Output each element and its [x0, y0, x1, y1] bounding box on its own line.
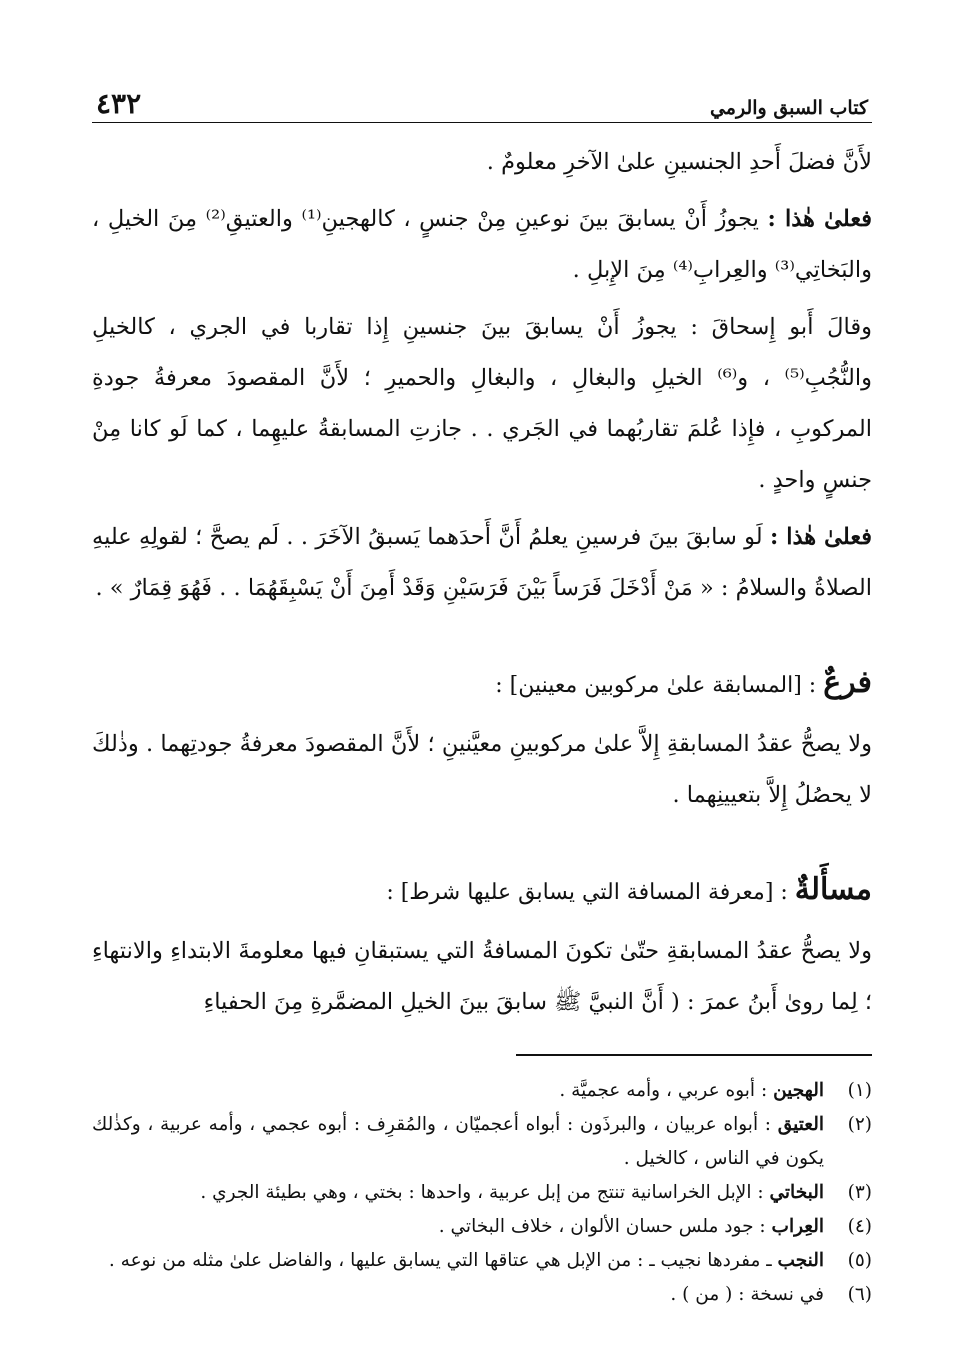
- footnote-text: : أبوه عربي ، وأمه عجميَّة .: [559, 1080, 774, 1101]
- running-title: كتاب السبق والرمي: [709, 97, 868, 119]
- footnote-text: ـ مفردها نجيب ـ : من الإبل هي عتاقها التي يسابق عليها ، والفاضل علىٰ مثله من نوعه .: [108, 1250, 778, 1271]
- main-text: [92, 137, 872, 1028]
- paragraph-4-lead: فعلىٰ هٰذا :: [769, 524, 872, 550]
- section-2-heading-text: : [معرفة المسافة التي يسابق عليها شرط] :: [386, 880, 795, 905]
- section-1-paragraph: ولا يصحُّ عقدُ المسابقةِ إِلاَّ علىٰ مركوبينِ معيَّنينِ ؛ لأَنَّ المقصودَ معرفةُ جودتِهما . وذٰلكَ لا يحصُلُ إِلاَّ بتعيينِهما .: [92, 731, 872, 808]
- footnote-number: (٤): [847, 1216, 872, 1237]
- footnote-3: [92, 1176, 872, 1210]
- section-2-paragraph: ولا يصحُّ عقدُ المسابقةِ حتّىٰ تكونَ المسافةُ التي يستبقانِ فيها معلومةَ الابتداءِ والانتهاءِ ؛ لِما روىٰ أَبنُ عمرَ : ( أَنَّ النبيَّ ﷺ سابقَ بينَ الخيلِ المضمَّرةِ مِنَ الحفياءِ: [92, 938, 872, 1015]
- footnote-number: (٢): [847, 1114, 872, 1135]
- paragraph-2-text: يجوزُ أَنْ يسابقَ بينَ نوعينِ مِنْ جنسٍ ، كالهجينِ⁽¹⁾ والعتيقِ⁽²⁾ مِنَ الخيلِ ، والبَخاتِي⁽³⁾ والعِرابِ⁽⁴⁾ مِنَ الإِبلِ .: [92, 206, 872, 283]
- section-2-heading: [92, 867, 872, 916]
- page-number: ٤٣٢: [96, 87, 142, 120]
- footnote-term: العِراب: [771, 1216, 824, 1237]
- footnote-number: (٣): [847, 1182, 872, 1203]
- paragraph-4-text: لَو سابقَ بينَ فرسينِ يعلمُ أَنَّ أَحدَهما يَسبقُ الآخَرَ . . لَم يصحَّ ؛ لقولِهِ عليهِ الصلاةُ والسلامُ : « مَنْ أَدْخَلَ فَرَساً بَيْنَ فَرَسَيْنِ وَقَدْ أَمِنَ أَنْ يَسْبِقَهُمَا . . فَهُوَ قِمَارٌ » .: [92, 524, 872, 601]
- footnote-6: [92, 1278, 872, 1312]
- section-1-heading-word: فرعٌ: [823, 665, 872, 700]
- section-2-heading-word: مسأَلةٌ: [794, 872, 872, 907]
- footnote-number: (٥): [847, 1250, 872, 1271]
- footnote-2: [92, 1108, 872, 1176]
- paragraph-4: [92, 512, 872, 614]
- footnote-separator: [516, 1054, 872, 1056]
- footnote-4: [92, 1210, 872, 1244]
- footnote-1: [92, 1074, 872, 1108]
- footnote-term: العتيق: [777, 1114, 824, 1135]
- paragraph-2: [92, 194, 872, 296]
- paragraph-2-lead: فعلىٰ هٰذا :: [767, 206, 872, 232]
- section-1-heading-text: : [المسابقة علىٰ مركوبين معينين] :: [495, 673, 824, 698]
- footnote-5: [92, 1244, 872, 1278]
- footnote-text: في نسخة : ( من ) .: [670, 1284, 824, 1305]
- footnote-term: الهجين: [773, 1080, 824, 1101]
- page-header: [92, 78, 872, 123]
- section-1-heading: [92, 660, 872, 709]
- footnote-text: : أبواه عربيان ، والبرذَون : أبواه أعجميّان ، والمُقرِف : أبوه عجمي ، وأمه عربية ، وكذٰلك يكون في الناس ، كالخيل .: [92, 1114, 824, 1169]
- footnote-text: : الإبل الخراسانية تنتج من إبل عربية ، واحدها : بختي ، وهي بطيئة الجري .: [200, 1182, 770, 1203]
- footnote-term: البخاتي: [769, 1182, 824, 1203]
- footnote-number: (٦): [847, 1284, 872, 1305]
- paragraph-3: وقالَ أَبو إِسحاقَ : يجوزُ أَنْ يسابقَ بينَ جنسينِ إِذا تقاربا في الجري ، كالخيلِ والنُّجُبِ⁽⁵⁾ ، و⁽⁶⁾ الخيلِ والبغالِ ، والبغالِ والحميرِ ؛ لأَنَّ المقصودَ معرفةُ جودةِ المركوبِ ، فإِذا عُلمَ تقاربُهما في الجَري . . جازتِ المسابقةُ عليهِما ، كما لَو كانا مِنْ جنسٍ واحدٍ .: [92, 314, 872, 493]
- footnotes: [92, 1074, 872, 1312]
- footnote-text: : جود ملس حسان الألوان ، خلاف البخاتي .: [438, 1216, 772, 1237]
- footnote-term: النجب: [777, 1250, 824, 1271]
- footnote-number: (١): [847, 1080, 872, 1101]
- paragraph-1: لأَنَّ فضلَ أَحدِ الجنسينِ علىٰ الآخرِ معلومٌ .: [486, 149, 872, 175]
